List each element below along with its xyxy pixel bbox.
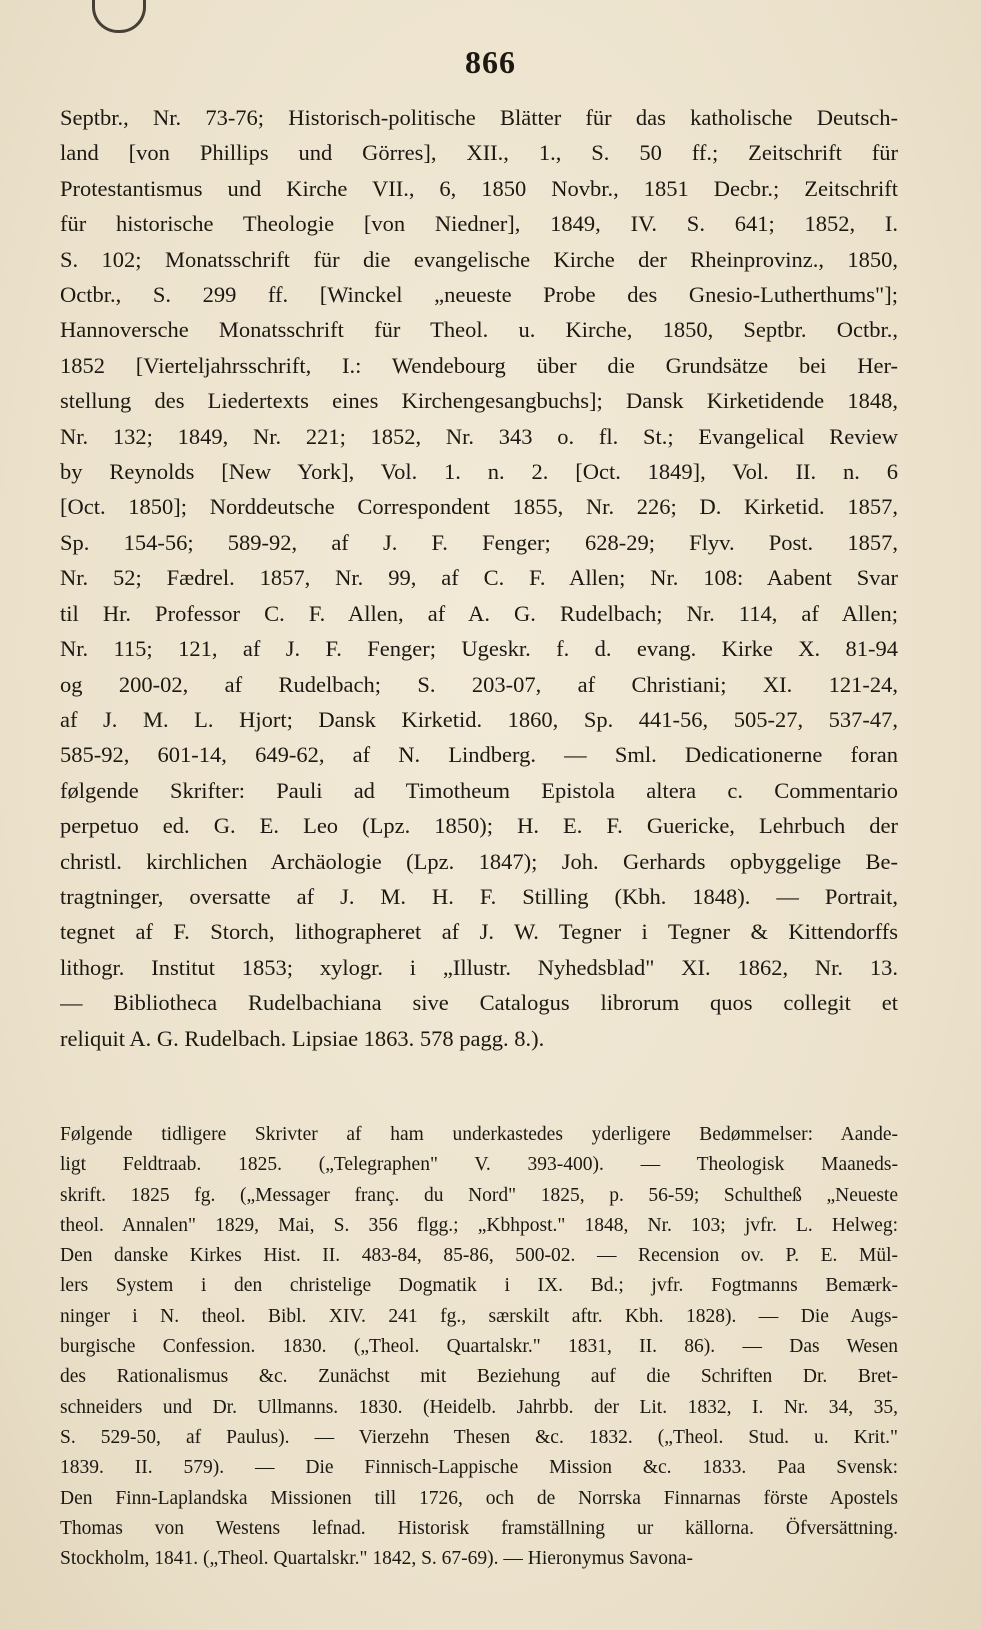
- text-line: tragtninger, oversatte af J. M. H. F. Stilling (Kbh. 1848). — Portrait,: [60, 883, 898, 909]
- text-line: og 200-02, af Rudelbach; S. 203-07, af Christiani; XI. 121-24,: [60, 671, 898, 697]
- footnote-line: Thomas von Westens lefnad. Historisk framställning ur källorna. Öfversättning.: [60, 1517, 898, 1539]
- text-line: 1852 [Vierteljahrsschrift, I.: Wendebourg über die Grundsätze bei Her-: [60, 352, 898, 378]
- footnote-line: 1839. II. 579). — Die Finnisch-Lappische Mission &c. 1833. Paa Svensk:: [60, 1457, 898, 1479]
- main-text-block: [60, 100, 898, 1056]
- text-line: [Oct. 1850]; Norddeutsche Correspondent 1855, Nr. 226; D. Kirketid. 1857,: [60, 494, 898, 520]
- footnote-line: theol. Annalen" 1829, Mai, S. 356 flgg.; „Kbhpost." 1848, Nr. 103; jvfr. L. Helweg:: [60, 1214, 898, 1236]
- text-line: 585-92, 601-14, 649-62, af N. Lindberg. — Sml. Dedicationerne foran: [60, 742, 898, 768]
- text-line: Hannoversche Monatsschrift für Theol. u. Kirche, 1850, Septbr. Octbr.,: [60, 317, 898, 343]
- text-line: Nr. 115; 121, af J. F. Fenger; Ugeskr. f. d. evang. Kirke X. 81-94: [60, 636, 898, 662]
- text-line: følgende Skrifter: Pauli ad Timotheum Epistola altera c. Commentario: [60, 777, 898, 803]
- text-line: Septbr., Nr. 73-76; Historisch-politische Blätter für das katholische Deutsch-: [60, 105, 898, 130]
- text-line: by Reynolds [New York], Vol. 1. n. 2. [Oct. 1849], Vol. II. n. 6: [60, 459, 898, 485]
- footnote-line: ligt Feldtraab. 1825. („Telegraphen" V. 393-400). — Theologisk Maaneds-: [60, 1154, 898, 1176]
- text-line: Octbr., S. 299 ff. [Winckel „neueste Probe des Gnesio-Lutherthums"];: [60, 282, 898, 308]
- text-line: Sp. 154-56; 589-92, af J. F. Fenger; 628-29; Flyv. Post. 1857,: [60, 529, 898, 555]
- footnote-line: burgische Confession. 1830. („Theol. Quartalskr." 1831, II. 86). — Das Wesen: [60, 1336, 898, 1358]
- text-line: land [von Phillips und Görres], XII., 1., S. 50 ff.; Zeitschrift für: [60, 140, 898, 166]
- text-line: til Hr. Professor C. F. Allen, af A. G. Rudelbach; Nr. 114, af Allen;: [60, 600, 898, 626]
- text-line: af J. M. L. Hjort; Dansk Kirketid. 1860, Sp. 441-56, 505-27, 537-47,: [60, 706, 898, 732]
- text-line: S. 102; Monatsschrift für die evangelische Kirche der Rheinprovinz., 1850,: [60, 246, 898, 272]
- footnote-line: schneiders und Dr. Ullmanns. 1830. (Heidelb. Jahrbb. der Lit. 1832, I. Nr. 34, 35,: [60, 1396, 898, 1418]
- text-line: tegnet af F. Storch, lithographeret af J. W. Tegner i Tegner & Kittendorffs: [60, 919, 898, 945]
- footnote-line: Følgende tidligere Skrivter af ham underkastedes yderligere Bedømmelser: Aande-: [60, 1124, 898, 1145]
- footnote-line: Stockholm, 1841. („Theol. Quartalskr." 1842, S. 67-69). — Hieronymus Savona-: [60, 1548, 693, 1570]
- ink-stamp-mark: [92, 0, 146, 33]
- page-number: 866: [465, 44, 516, 80]
- footnote-text-block: [60, 1120, 898, 1574]
- footnote-line: lers System i den christelige Dogmatik i IX. Bd.; jvfr. Fogtmanns Bemærk-: [60, 1275, 898, 1297]
- text-line: für historische Theologie [von Niedner], 1849, IV. S. 641; 1852, I.: [60, 211, 898, 237]
- footnote-line: ninger i N. theol. Bibl. XIV. 241 fg., særskilt aftr. Kbh. 1828). — Die Augs-: [60, 1305, 898, 1327]
- footnote-line: des Rationalismus &c. Zunächst mit Beziehung auf die Schriften Dr. Bret-: [60, 1366, 898, 1388]
- text-line: stellung des Liedertexts eines Kirchengesangbuchs]; Dansk Kirketidende 1848,: [60, 388, 898, 414]
- footnote-line: Den Finn-Laplandska Missionen till 1726, och de Norrska Finnarnas förste Apostels: [60, 1487, 898, 1509]
- text-line: Protestantismus und Kirche VII., 6, 1850 Novbr., 1851 Decbr.; Zeitschrift: [60, 175, 898, 201]
- text-line: Nr. 132; 1849, Nr. 221; 1852, Nr. 343 o. fl. St.; Evangelical Review: [60, 423, 898, 449]
- text-line: reliquit A. G. Rudelbach. Lipsiae 1863. 578 pagg. 8.).: [60, 1025, 545, 1051]
- footnote-line: skrift. 1825 fg. („Messager franç. du Nord" 1825, p. 56-59; Schultheß „Neueste: [60, 1184, 898, 1206]
- text-line: perpetuo ed. G. E. Leo (Lpz. 1850); H. E. F. Guericke, Lehrbuch der: [60, 813, 898, 839]
- text-line: lithogr. Institut 1853; xylogr. i „Illustr. Nyhedsblad" XI. 1862, Nr. 13.: [60, 954, 898, 980]
- footnote-line: Den danske Kirkes Hist. II. 483-84, 85-86, 500-02. — Recension ov. P. E. Mül-: [60, 1245, 898, 1267]
- footnote-line: S. 529-50, af Paulus). — Vierzehn Thesen &c. 1832. („Theol. Stud. u. Krit.": [60, 1426, 898, 1448]
- text-line: — Bibliotheca Rudelbachiana sive Catalogus librorum quos collegit et: [60, 990, 898, 1016]
- text-line: Nr. 52; Fædrel. 1857, Nr. 99, af C. F. Allen; Nr. 108: Aabent Svar: [60, 565, 898, 591]
- text-line: christl. kirchlichen Archäologie (Lpz. 1847); Joh. Gerhards opbyggelige Be-: [60, 848, 898, 874]
